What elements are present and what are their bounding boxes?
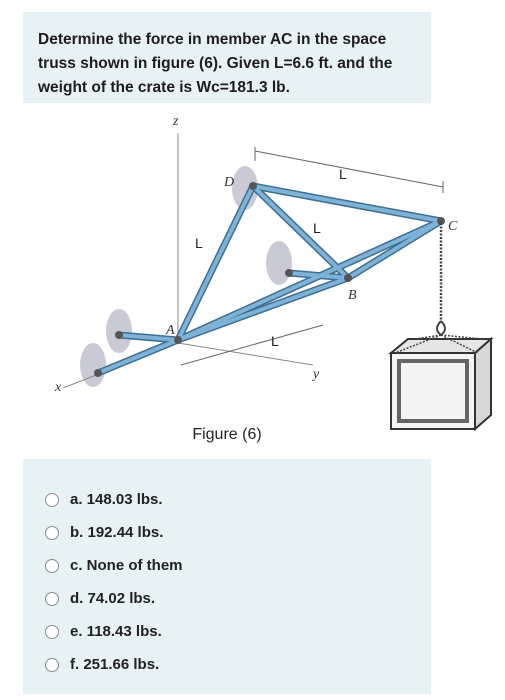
truss-figure: [23, 103, 458, 459]
option-a[interactable]: [45, 483, 183, 516]
radio-icon[interactable]: [45, 592, 59, 606]
joint-D: [249, 182, 257, 190]
crate-icon: [391, 335, 491, 429]
option-b[interactable]: [45, 516, 183, 549]
label-B: B: [348, 288, 357, 303]
support-shadow-x: [80, 343, 106, 387]
label-L-top: L: [339, 166, 347, 182]
question-text: [38, 28, 418, 100]
question-line-1: Determine the force in member AC in the space: [38, 31, 387, 48]
label-D: D: [224, 175, 235, 190]
question-line-3: weight of the crate is Wc=181.3 lb.: [38, 79, 290, 96]
radio-icon[interactable]: [45, 559, 59, 573]
option-c[interactable]: [45, 549, 183, 582]
option-d[interactable]: [45, 582, 183, 615]
hook-icon: [437, 321, 445, 335]
label-L-left: L: [195, 235, 203, 251]
label-C: C: [448, 219, 458, 234]
joint-A: [174, 336, 182, 344]
label-L-bottom: L: [271, 333, 279, 349]
radio-icon[interactable]: [45, 625, 59, 639]
option-c-label: c. None of them: [70, 557, 183, 574]
label-A: A: [166, 323, 175, 338]
support-shadow-b: [266, 241, 292, 285]
figure-caption: Figure (6): [192, 426, 262, 443]
option-a-label: a. 148.03 lbs.: [70, 491, 163, 508]
option-b-label: b. 192.44 lbs.: [70, 524, 164, 541]
truss-diagram: [23, 103, 458, 459]
answer-options: [45, 483, 183, 681]
support-ball-A: [115, 331, 123, 339]
support-ball-B: [285, 269, 293, 277]
label-L-middle: L: [313, 220, 321, 236]
support-ball-x: [94, 369, 102, 377]
label-x: x: [55, 380, 62, 395]
option-d-label: d. 74.02 lbs.: [70, 590, 156, 607]
option-f-label: f. 251.66 lbs.: [70, 656, 160, 673]
joint-B: [344, 274, 352, 282]
y-axis: [178, 343, 313, 365]
dimension-line-top: [255, 151, 443, 187]
option-f[interactable]: [45, 648, 183, 681]
label-z: z: [173, 114, 179, 129]
radio-icon[interactable]: [45, 658, 59, 672]
question-line-2: truss shown in figure (6). Given L=6.6 ft. and the: [38, 55, 393, 72]
option-e-label: e. 118.43 lbs.: [70, 623, 162, 640]
label-y: y: [313, 367, 320, 382]
radio-icon[interactable]: [45, 526, 59, 540]
radio-icon[interactable]: [45, 493, 59, 507]
truss-members: [98, 186, 441, 373]
option-e[interactable]: [45, 615, 183, 648]
